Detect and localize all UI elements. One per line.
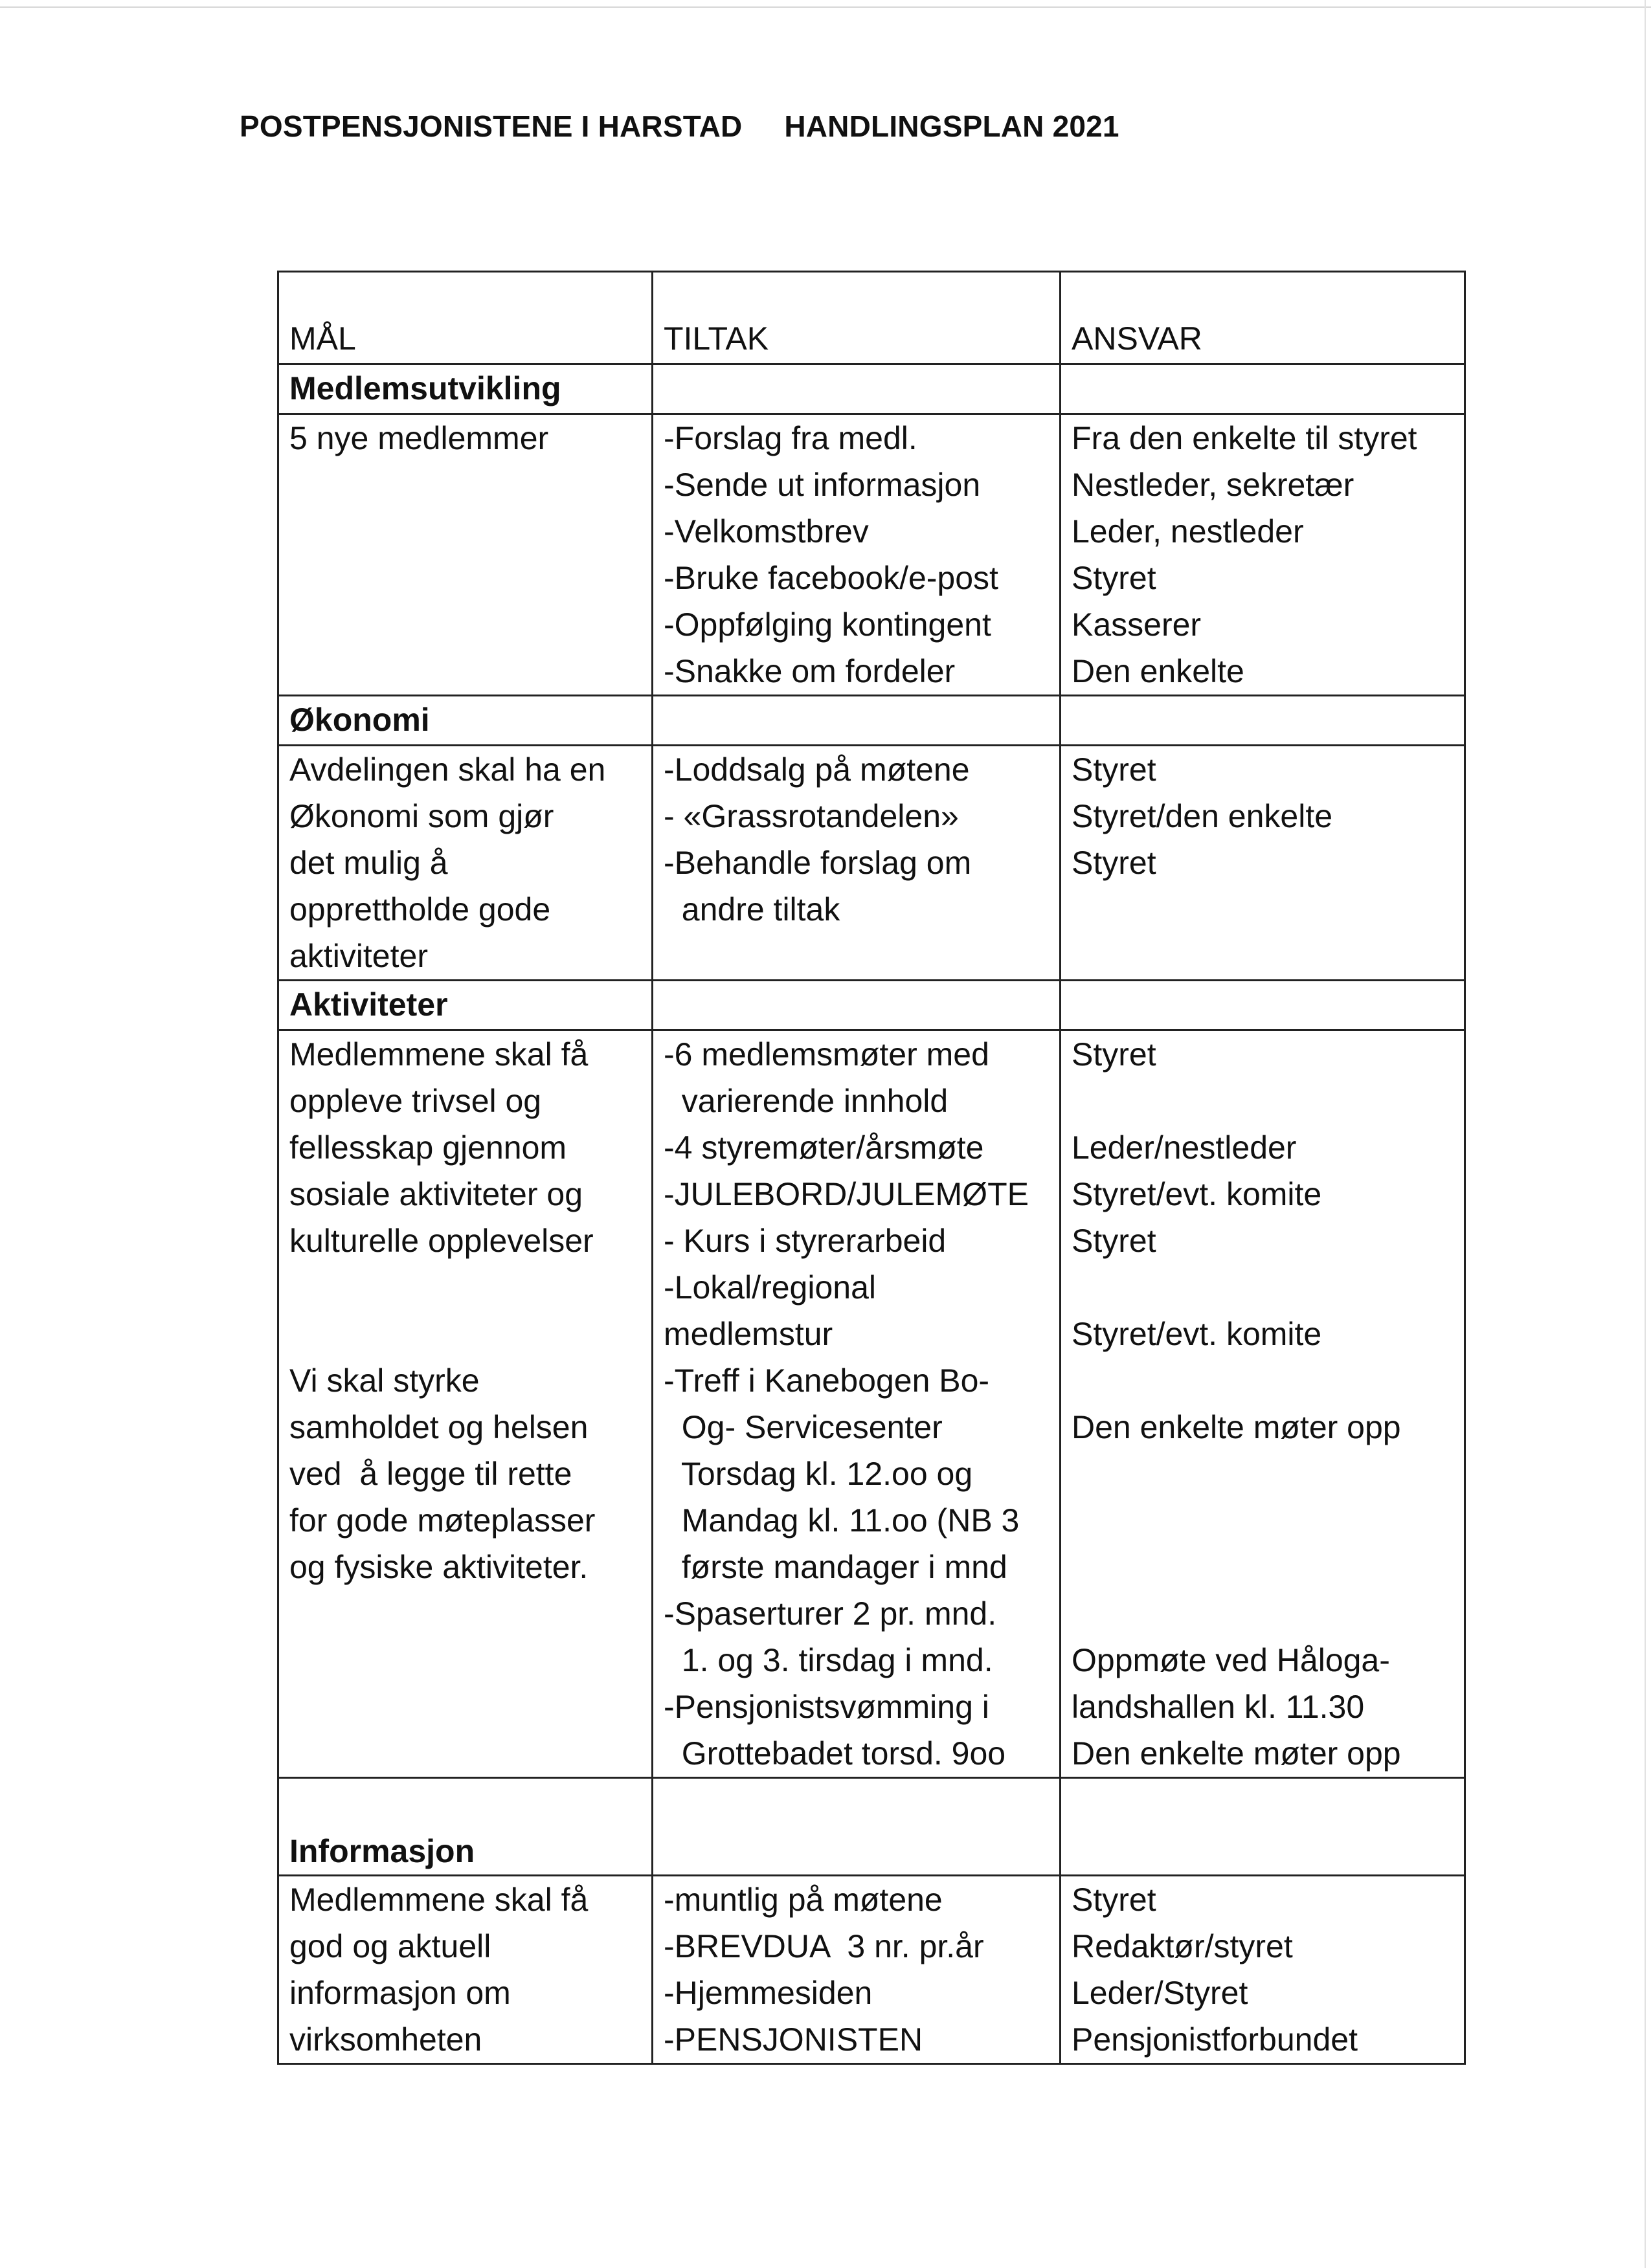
section-row-informasjon — [278, 1778, 1465, 1876]
empty-cell — [653, 1778, 1061, 1876]
table-row — [278, 746, 1465, 981]
empty-cell — [1061, 364, 1465, 414]
mal-cell: Avdelingen skal ha en Økonomi som gjør det mulig å opprettholde gode aktiviteter — [278, 746, 653, 981]
section-title: Medlemsutvikling — [278, 364, 653, 414]
scan-edge-right — [1645, 0, 1646, 2268]
section-row-aktiviteter — [278, 981, 1465, 1030]
section-row-okonomi — [278, 696, 1465, 746]
header-tiltak: TILTAK — [653, 272, 1061, 364]
table-row — [278, 1876, 1465, 2064]
table-row — [278, 1030, 1465, 1778]
empty-cell — [1061, 981, 1465, 1030]
ansvar-cell: Styret Leder/nestleder Styret/evt. komite Styret Styret/evt. komite Den enkelte møter opp Oppmøte ved Håloga- landshallen kl. 11.30 Den enkelte møter opp — [1061, 1030, 1465, 1778]
ansvar-cell: Fra den enkelte til styret Nestleder, sekretær Leder, nestleder Styret Kasserer Den enkelte — [1061, 414, 1465, 696]
section-title: Økonomi — [278, 696, 653, 746]
empty-cell — [653, 364, 1061, 414]
ansvar-cell: Styret Redaktør/styret Leder/Styret Pensjonistforbundet — [1061, 1876, 1465, 2064]
mal-cell: Medlemmene skal få oppleve trivsel og fellesskap gjennom sosiale aktiviteter og kulturelle opplevelser Vi skal styrke samholdet og helsen ved å legge til rette for gode møteplasser og fysiske aktiviteter. — [278, 1030, 653, 1778]
header-ansvar: ANSVAR — [1061, 272, 1465, 364]
tiltak-cell: -Forslag fra medl. -Sende ut informasjon -Velkomstbrev -Bruke facebook/e-post -Oppfølging kontingent -Snakke om fordeler — [653, 414, 1061, 696]
tiltak-cell: -Loddsalg på møtene - «Grassrotandelen» -Behandle forslag om andre tiltak — [653, 746, 1061, 981]
empty-cell — [653, 696, 1061, 746]
section-row-medlemsutvikling — [278, 364, 1465, 414]
ansvar-cell: Styret Styret/den enkelte Styret — [1061, 746, 1465, 981]
tiltak-cell: -6 medlemsmøter med varierende innhold -4 styremøter/årsmøte -JULEBORD/JULEMØTE - Kurs i styrerarbeid -Lokal/regional medlemstur -Treff i Kanebogen Bo- Og- Servicesenter Torsdag kl. 12.oo og Mandag kl. 11.oo (NB 3 første mandager i mnd -Spaserturer 2 pr. mnd. 1. og 3. tirsdag i mnd. -Pensjonistsvømming i Grottebadet torsd. 9oo — [653, 1030, 1061, 1778]
action-plan-table — [277, 271, 1466, 2065]
section-title: Aktiviteter — [278, 981, 653, 1030]
empty-cell — [653, 981, 1061, 1030]
mal-cell: 5 nye medlemmer — [278, 414, 653, 696]
empty-cell — [1061, 1778, 1465, 1876]
empty-cell — [1061, 696, 1465, 746]
document-title: POSTPENSJONISTENE I HARSTAD HANDLINGSPLAN 2021 — [240, 109, 1119, 143]
scan-edge-top — [0, 6, 1651, 8]
tiltak-cell: -muntlig på møtene -BREVDUA 3 nr. pr.år -Hjemmesiden -PENSJONISTEN — [653, 1876, 1061, 2064]
section-title: Informasjon — [278, 1778, 653, 1876]
header-mal: MÅL — [278, 272, 653, 364]
table-header-row — [278, 272, 1465, 364]
mal-cell: Medlemmene skal få god og aktuell informasjon om virksomheten — [278, 1876, 653, 2064]
table-row — [278, 414, 1465, 696]
